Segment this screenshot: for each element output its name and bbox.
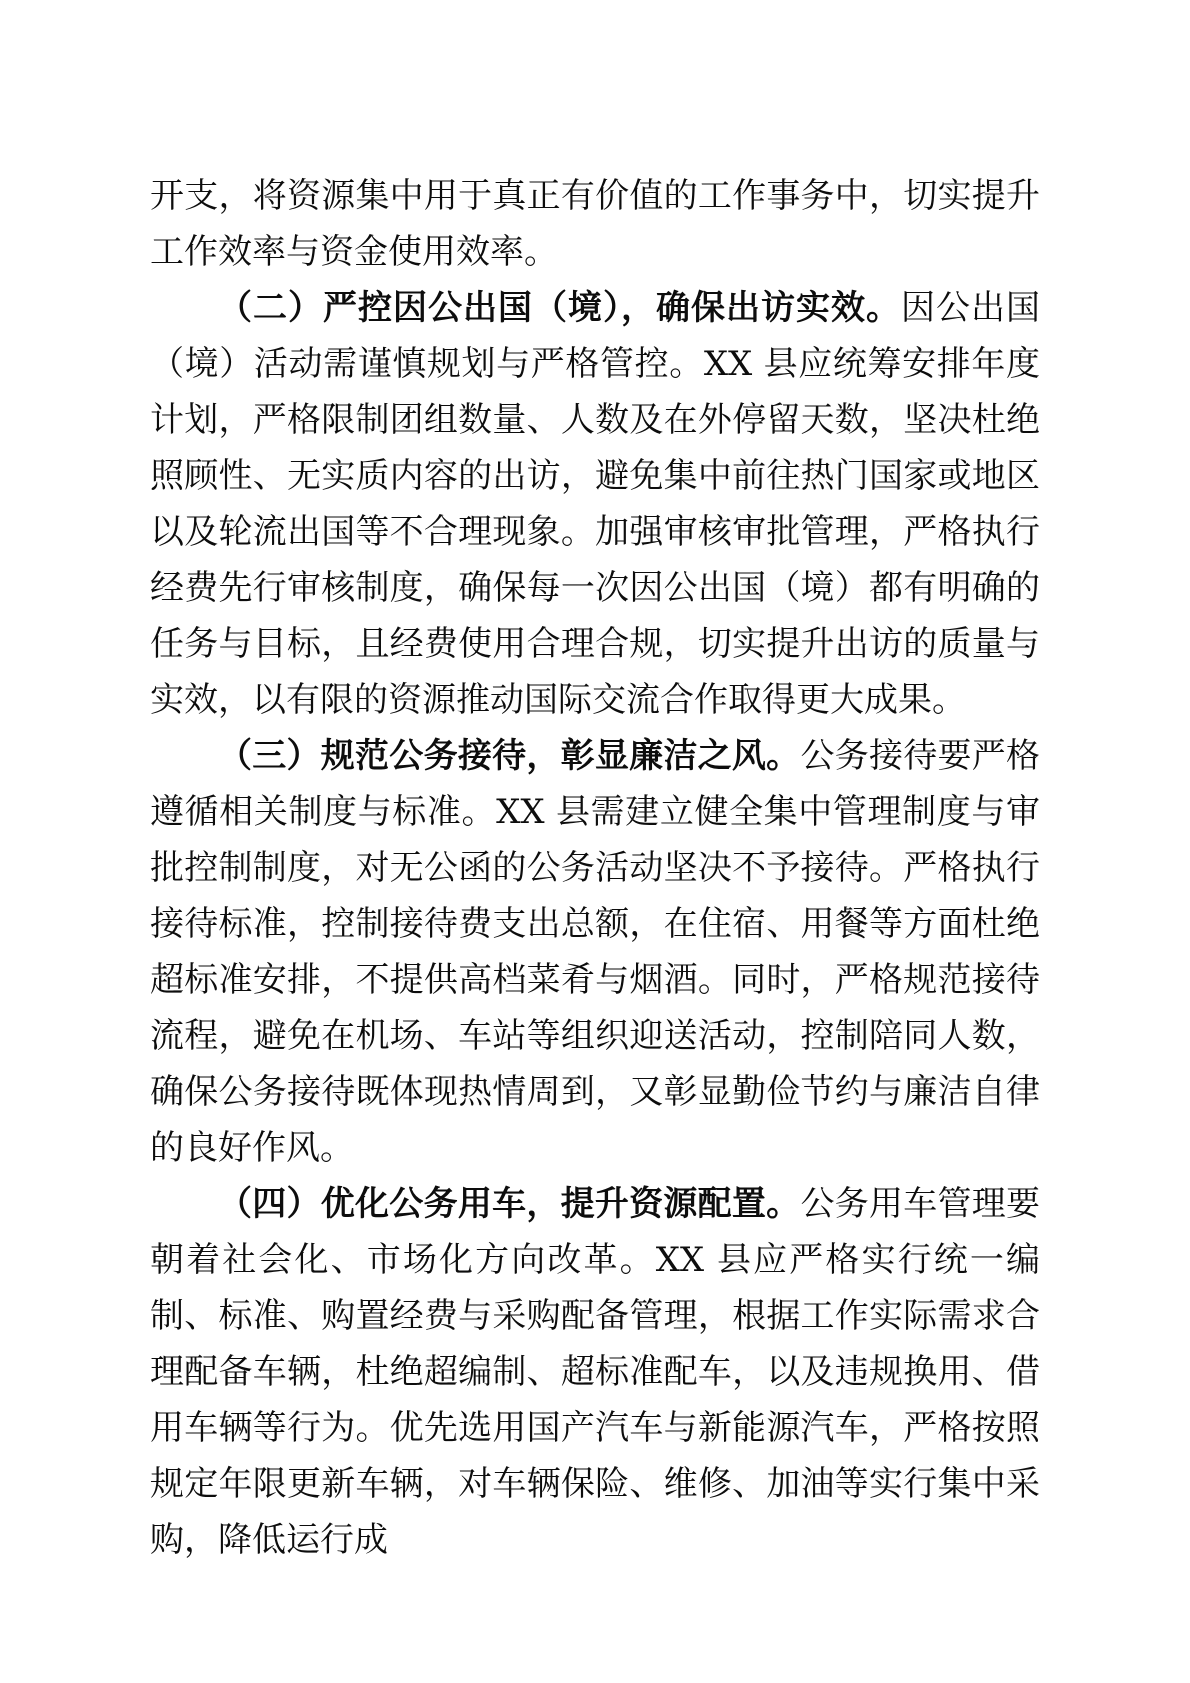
paragraph-section-3 <box>150 728 1040 1176</box>
document-body <box>150 168 1040 1568</box>
paragraph-continuation <box>150 168 1040 280</box>
body-text: 公务用车管理要朝着社会化、市场化方向改革。XX 县应严格实行统一编制、标准、购置经费与采购配备管理，根据工作实际需求合理配备车辆，杜绝超编制、超标准配车，以及违规换用、借用车辆等行为。优先选用国产汽车与新能源汽车，严格按照规定年限更新车辆，对车辆保险、维修、加油等实行集中采购，降低运行成 <box>150 1184 1041 1560</box>
section-heading: （三）规范公务接待，彰显廉洁之风。 <box>218 736 801 776</box>
section-heading: （四）优化公务用车，提升资源配置。 <box>218 1184 801 1224</box>
section-heading: （二）严控因公出国（境），确保出访实效。 <box>218 288 901 328</box>
body-text: 公务接待要严格遵循相关制度与标准。XX 县需建立健全集中管理制度与审批控制制度，对无公函的公务活动坚决不予接待。严格执行接待标准，控制接待费支出总额，在住宿、用餐等方面杜绝超标准安排，不提供高档菜肴与烟酒。同时，严格规范接待流程，避免在机场、车站等组织迎送活动，控制陪同人数，确保公务接待既体现热情周到，又彰显勤俭节约与廉洁自律的良好作风。 <box>150 736 1041 1168</box>
body-text: 因公出国（境）活动需谨慎规划与严格管控。XX 县应统筹安排年度计划，严格限制团组数量、人数及在外停留天数，坚决杜绝照顾性、无实质内容的出访，避免集中前往热门国家或地区以及轮流出国等不合理现象。加强审核审批管理，严格执行经费先行审核制度，确保每一次因公出国（境）都有明确的任务与目标，且经费使用合理合规，切实提升出访的质量与实效，以有限的资源推动国际交流合作取得更大成果。 <box>150 288 1040 720</box>
paragraph-section-2 <box>150 280 1040 728</box>
paragraph-section-4 <box>150 1176 1040 1568</box>
body-text: 开支，将资源集中用于真正有价值的工作事务中，切实提升工作效率与资金使用效率。 <box>150 176 1040 272</box>
